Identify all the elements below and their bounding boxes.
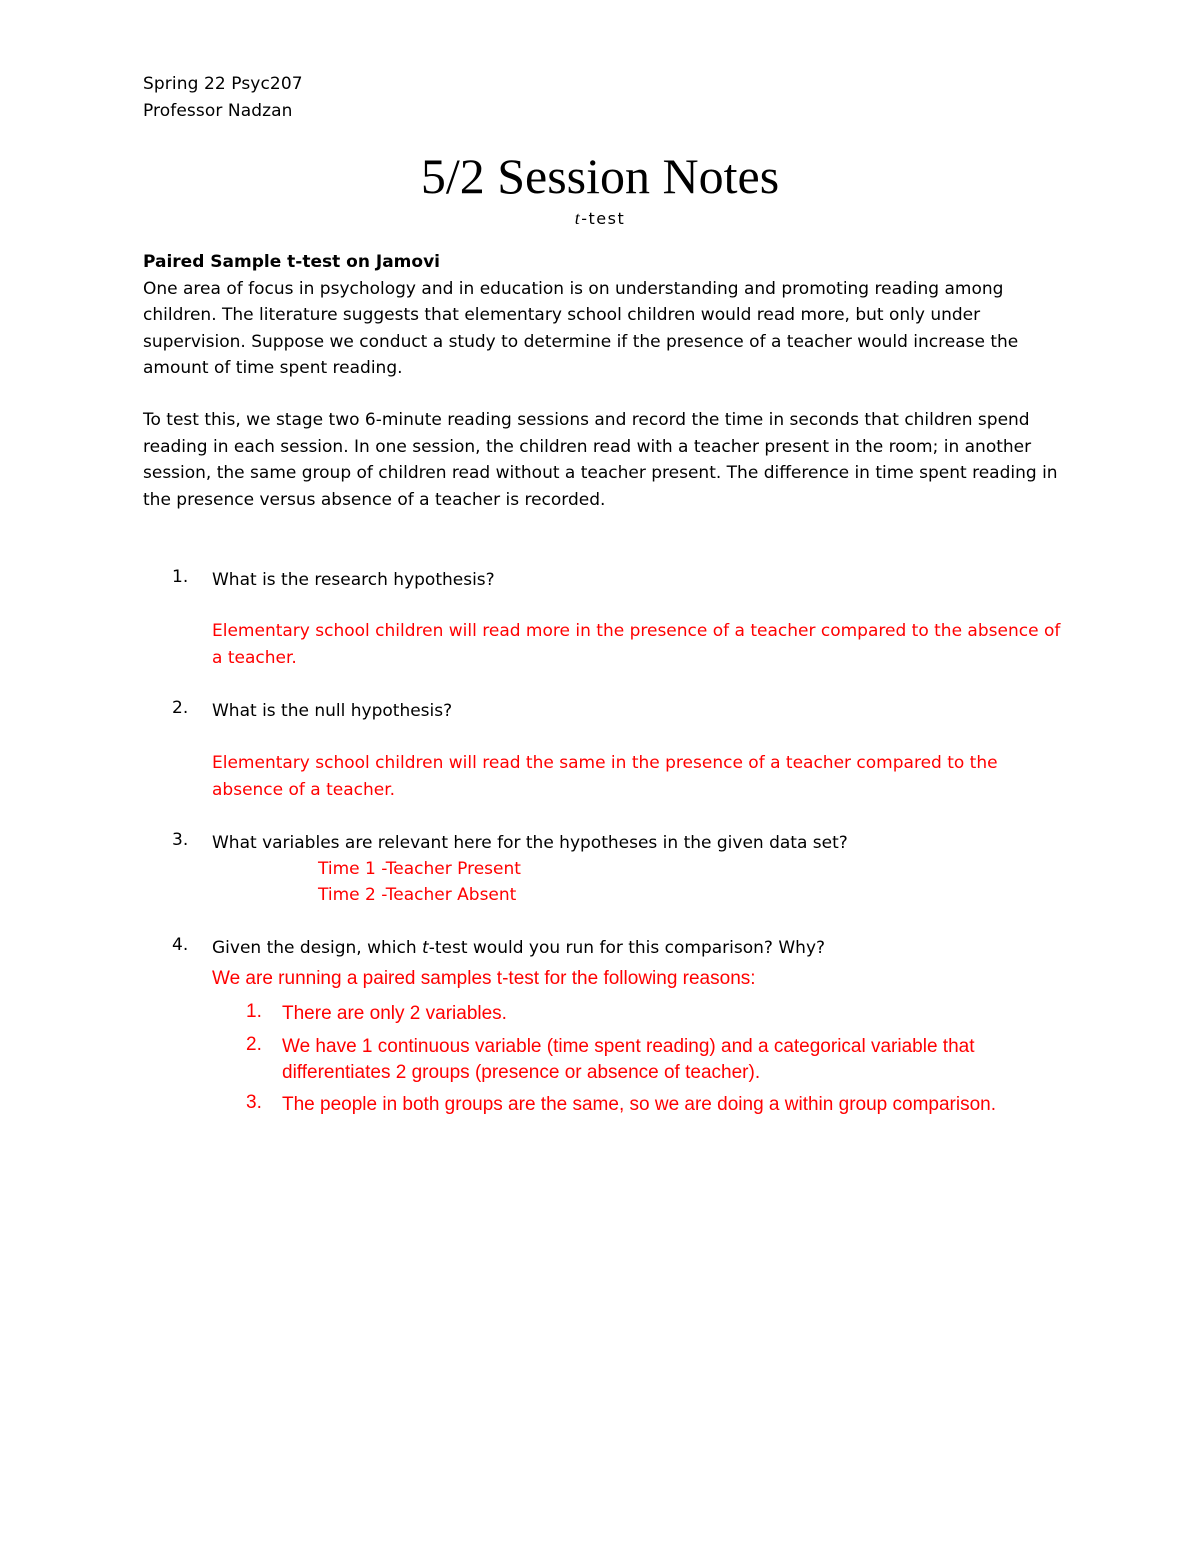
reason-3-number: 3. bbox=[246, 1092, 262, 1113]
professor-header: Professor Nadzan bbox=[143, 101, 293, 121]
intro-section bbox=[143, 249, 1063, 382]
question-2-answer: Elementary school children will read the same in the presence of a teacher compared to the absence of a teacher. bbox=[212, 753, 998, 800]
reason-1-number: 1. bbox=[246, 1001, 262, 1022]
question-4-text-italic: t bbox=[422, 938, 429, 958]
question-4-answer-intro: We are running a paired samples t-test for the following reasons: bbox=[212, 968, 756, 989]
question-2-text: What is the null hypothesis? bbox=[212, 701, 453, 721]
subtitle-italic: t bbox=[574, 208, 582, 228]
reason-3-text: The people in both groups are the same, so we are doing a within group comparison. bbox=[282, 1094, 996, 1115]
question-2-number: 2. bbox=[172, 698, 189, 718]
question-4-number: 4. bbox=[172, 935, 189, 955]
question-3-text: What variables are relevant here for the hypotheses in the given data set? bbox=[212, 833, 848, 853]
question-4-text bbox=[212, 935, 1072, 962]
page-title: 5/2 Session Notes bbox=[420, 148, 780, 204]
page-subtitle bbox=[0, 208, 1200, 229]
question-4-text-after: -test would you run for this comparison? Why? bbox=[428, 938, 826, 958]
question-1-text: What is the research hypothesis? bbox=[212, 570, 495, 590]
reason-2-number: 2. bbox=[246, 1034, 262, 1055]
course-header: Spring 22 Psyc207 bbox=[143, 74, 303, 94]
reason-1-text: There are only 2 variables. bbox=[282, 1003, 507, 1024]
reason-2-text: We have 1 continuous variable (time spent reading) and a categorical variable that differentiates 2 groups (presence or absence of teacher). bbox=[282, 1036, 975, 1083]
question-1-number: 1. bbox=[172, 567, 189, 587]
question-3-number: 3. bbox=[172, 830, 189, 850]
question-1-answer: Elementary school children will read more in the presence of a teacher compared to the absence of a teacher. bbox=[212, 621, 1061, 668]
question-3-answer-2: Time 2 -Teacher Absent bbox=[318, 885, 517, 905]
subtitle-rest: -test bbox=[581, 209, 626, 228]
intro-paragraph-1: One area of focus in psychology and in education is on understanding and promoting reading among children. The literature suggests that elementary school children would read more, but only under supervision. Suppose we conduct a study to determine if the presence of a teacher would increase the amount of time spent reading. bbox=[143, 278, 1019, 378]
question-4-text-before: Given the design, which bbox=[212, 938, 423, 958]
question-3-answer-1: Time 1 -Teacher Present bbox=[318, 859, 521, 879]
section-heading: Paired Sample t-test on Jamovi bbox=[143, 252, 440, 272]
intro-paragraph-2: To test this, we stage two 6-minute reading sessions and record the time in seconds that children spend reading in each session. In one session, the children read with a teacher present in the room; in another session, the same group of children read without a teacher present. The difference in time spent reading in the presence versus absence of a teacher is recorded. bbox=[143, 410, 1058, 510]
